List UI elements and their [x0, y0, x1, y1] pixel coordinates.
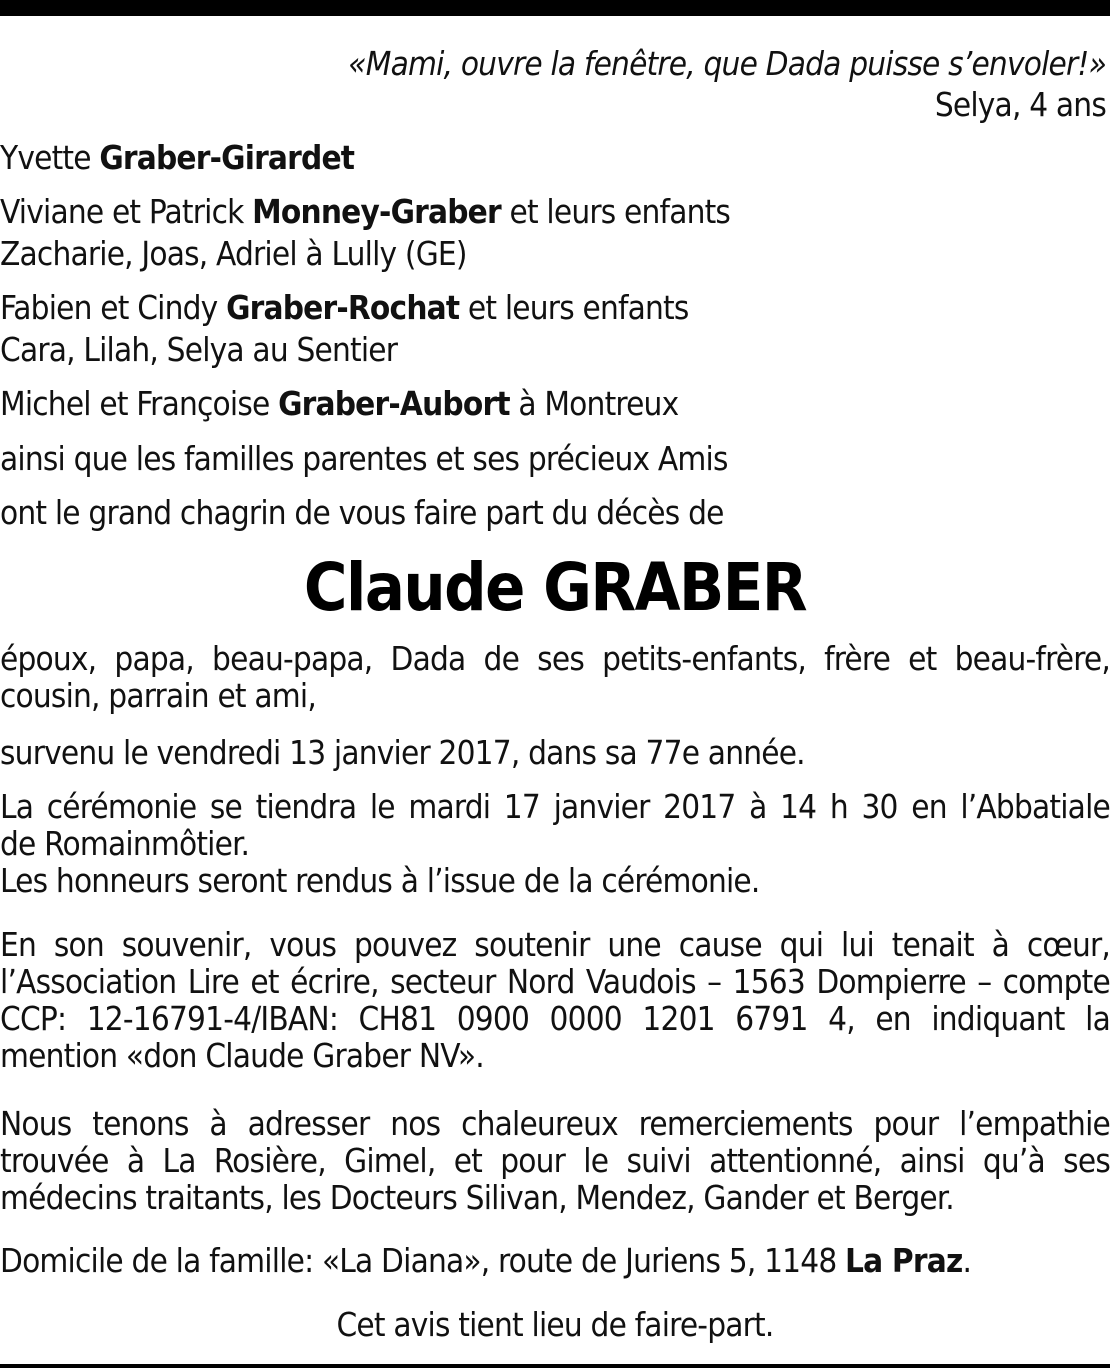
roles-line-2: cousin, parrain et ami, — [0, 676, 316, 715]
thanks-line-1: Nous tenons à adresser nos chaleureux remerciements pour l’empathie — [0, 1104, 1110, 1143]
family-member-4-post: à Montreux — [509, 384, 679, 423]
death-date: survenu le vendredi 13 janvier 2017, dans sa 77e année. — [0, 733, 805, 772]
family-member-3-surname: Graber-Rochat — [226, 288, 460, 327]
family-member-4-surname: Graber-Aubort — [278, 384, 510, 423]
ceremony-line-2: de Romainmôtier. — [0, 824, 250, 863]
footer-note: Cet avis tient lieu de faire-part. — [336, 1305, 774, 1344]
family-member-2-surname: Monney-Graber — [252, 192, 501, 231]
family-member-1-first: Yvette — [0, 138, 100, 177]
family-member-2-children: Zacharie, Joas, Adriel à Lully (GE) — [0, 234, 467, 273]
family-member-3-children: Cara, Lilah, Selya au Sentier — [0, 330, 398, 369]
family-member-2-post: et leurs enfants — [500, 192, 731, 231]
family-member-1 — [0, 137, 354, 179]
donation-line-2: l’Association Lire et écrire, secteur Nord Vaudois – 1563 Dompierre – compte — [0, 962, 1110, 1001]
roles-line-1: époux, papa, beau-papa, Dada de ses petits-enfants, frère et beau-frère, — [0, 639, 1110, 678]
family-member-4 — [0, 383, 678, 425]
family-member-3 — [0, 287, 689, 329]
ceremony-line-1: La cérémonie se tiendra le mardi 17 janvier 2017 à 14 h 30 en l’Abbatiale — [0, 787, 1110, 826]
ceremony-line-3: Les honneurs seront rendus à l’issue de la cérémonie. — [0, 861, 760, 900]
domicile-place: La Praz — [845, 1241, 963, 1280]
family-member-2 — [0, 191, 730, 233]
donation-line-3: CCP: 12-16791-4/IBAN: CH81 0900 0000 1201 6791 4, en indiquant la — [0, 999, 1110, 1038]
announce-line: ont le grand chagrin de vous faire part du décès de — [0, 493, 724, 532]
family-member-3-first: Fabien et Cindy — [0, 288, 227, 327]
donation-paragraph — [0, 924, 1110, 1076]
epigraph-quote: «Mami, ouvre la fenêtre, que Dada puisse s’envoler!» — [348, 44, 1106, 83]
relatives-line: ainsi que les familles parentes et ses précieux Amis — [0, 439, 728, 478]
epigraph-author: Selya, 4 ans — [934, 85, 1106, 124]
deceased-name: Claude GRABER — [303, 549, 807, 626]
ceremony-paragraph — [0, 786, 1110, 901]
top-rule — [0, 0, 1110, 16]
family-member-2-first: Viviane et Patrick — [0, 192, 253, 231]
family-member-1-surname: Graber-Girardet — [99, 138, 355, 177]
thanks-line-2: trouvée à La Rosière, Gimel, et pour le suivi attentionné, ainsi qu’à ses — [0, 1141, 1110, 1180]
donation-line-1: En son souvenir, vous pouvez soutenir une cause qui lui tenait à cœur, — [0, 925, 1110, 964]
thanks-line-3: médecins traitants, les Docteurs Silivan, Mendez, Gander et Berger. — [0, 1178, 954, 1217]
bottom-rule — [0, 1364, 1110, 1368]
domicile-end: . — [962, 1241, 972, 1280]
domicile-text: Domicile de la famille: «La Diana», route de Juriens 5, 1148 — [0, 1241, 846, 1280]
donation-line-4: mention «don Claude Graber NV». — [0, 1036, 484, 1075]
family-member-3-post: et leurs enfants — [459, 288, 689, 327]
roles-paragraph — [0, 638, 1110, 716]
domicile-line — [0, 1240, 971, 1282]
family-member-4-first: Michel et Françoise — [0, 384, 279, 423]
thanks-paragraph — [0, 1103, 1110, 1218]
